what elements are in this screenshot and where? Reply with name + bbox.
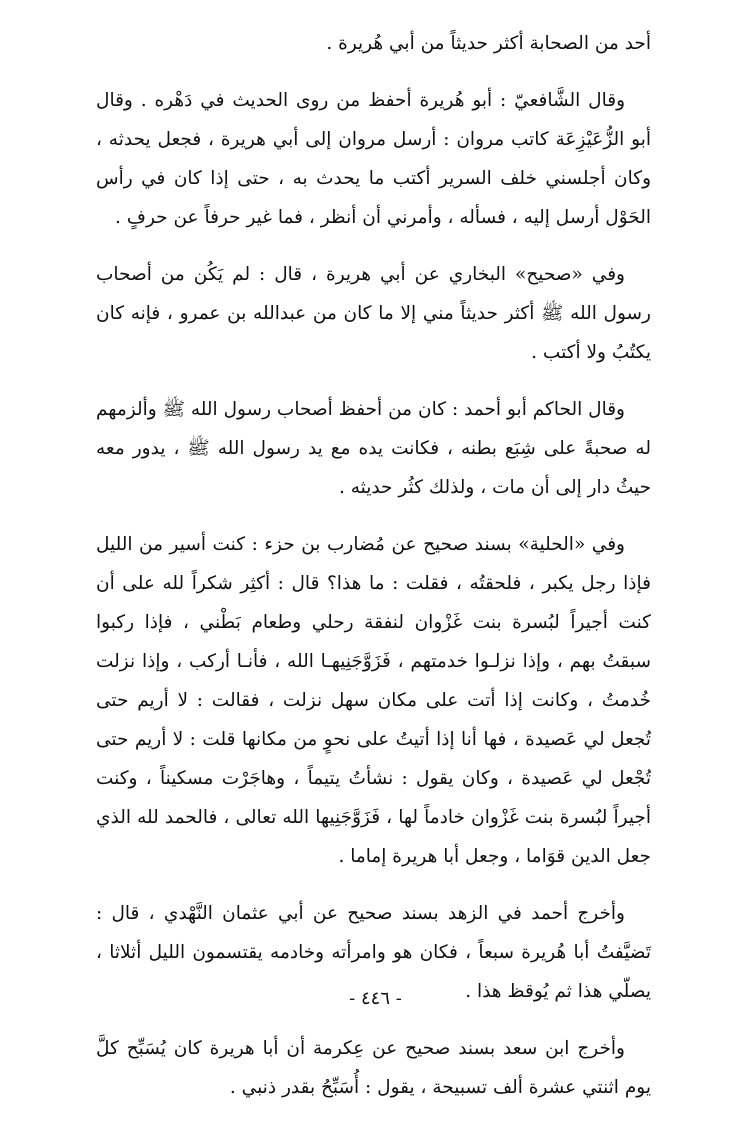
paragraph: وأخرج أحمد في الزهد بسند صحيح عن أبي عثمان النَّهْدي ، قال : تَضيَّفتُ أبا هُريرة سبعاً ، فكان هو وامرأته وخادمه يقتسمون الليل أثلاثا ، يصلّي هذا ثم يُوقظ هذا .	[96, 903, 651, 1002]
page-number: - ٤٤٦ -	[349, 988, 402, 1009]
paragraph: وأخرج ابن سعد بسند صحيح عن عِكرمة أن أبا هريرة كان يُسَبِّح كلَّ يوم اثنتي عشرة ألف تسبيحة ، يقول : أُسَبِّحُ بقدر ذنبي .	[96, 1038, 651, 1098]
paragraph: وقال الحاكم أبو أحمد : كان من أحفظ أصحاب رسول الله ﷺ وألزمهم له صحبةً على شِبَع بطنه ، فكانت يده مع يد رسول الله ﷺ ، يدور معه حيثُ دار إلى أن مات ، ولذلك كثُر حديثه .	[96, 399, 651, 498]
page-body	[96, 24, 651, 1125]
paragraph: وفي «الحلية» بسند صحيح عن مُضارب بن حزء : كنت أسير من الليل فإذا رجل يكبر ، فلحقتُه ، فقلت : ما هذا؟ قال : أكثِر شكراً لله على أن كنت أجيراً لبُسرة بنت غَزْوان لنفقة رحلي وطعام بَطْني ، فإذا ركبوا سبقتُ بهم ، وإذا نزلـوا خدمتهم ، فَزَوَّجَنِيهـا الله ، فأنـا أركب ، وإذا نزلت خُدمتُ ، وكانت إذا أتت على مكان سهل نزلت ، فقالت : لا أريم حتى تُجعل لي عَصيدة ، فها أنا إذا أتيتُ على نحوٍ من مكانها قلت : لا أريم حتى تُجْعل لي عَصيدة ، وكان يقول : نشأتُ يتيماً ، وهاجَرْت مسكيناً ، وكنت أجيراً لبُسرة بنت غَزْوان خادماً لها ، فَزَوَّجَنِيها الله تعالى ، فالحمد لله الذي جعل الدين قوَاما ، وجعل أبا هريرة إماما .	[96, 534, 651, 867]
paragraph: أحد من الصحابة أكثر حديثاً من أبي هُريرة .	[326, 33, 651, 54]
paragraph: وقال الشَّافعيّ : أبو هُريرة أحفظ من روى الحديث في دَهْره . وقال أبو الزُّعَيْزِعَة كاتب مروان : أرسل مروان إلى أبي هريرة ، فجعل يحدثه ، وكان أجلسني خلف السرير أكتب ما يحدث به ، حتى إذا كان في رأس الحَوْل أرسل إليه ، فسأله ، وأمرني أن أنظر ، فما غير حرفاً عن حرفٍ .	[96, 90, 651, 228]
paragraph: وفي «صحيح» البخاري عن أبي هريرة ، قال : لم يَكُن من أصحاب رسول الله ﷺ أكثر حديثاً مني إلا ما كان من عبدالله بن عمرو ، فإنه كان يكتُبُ ولا أكتب .	[96, 264, 651, 363]
